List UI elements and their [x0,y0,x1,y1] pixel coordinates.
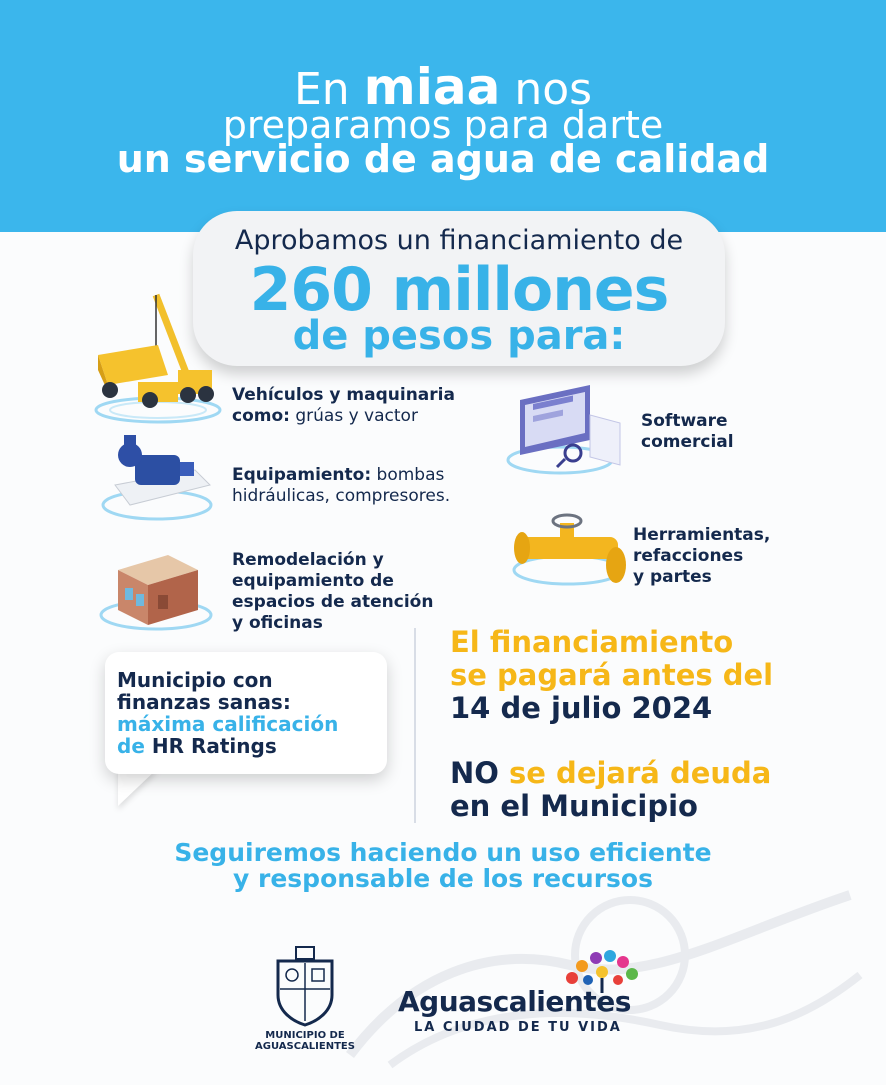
vertical-divider [414,628,416,823]
bubble-line-4: de HR Ratings [117,734,277,758]
bubble-line-2: finanzas sanas: [117,690,291,714]
headline-line-1: En miaa nos [293,58,593,116]
pipe-valve-icon [510,505,628,600]
financing-card [193,211,725,366]
item-tools: Herramientas, refacciones y partes [633,525,771,587]
headline-line-2: preparamos para darte [222,103,664,147]
item-software: Software comercial [641,411,734,452]
city-name: Aguascalientes [398,985,631,1018]
rating-bubble [105,652,387,774]
pump-icon [100,430,215,530]
item-equipment: Equipamiento: bombas hidráulicas, compresores. [232,465,451,506]
financing-purpose: de pesos para: [292,313,626,359]
miaa-brand: miaa [363,58,501,116]
headline-line-3: un servicio de agua de calidad [116,137,770,181]
bubble-line-3: máxima calificación [117,712,339,736]
building-icon [98,540,213,640]
municipio-label: MUNICIPIO DE AGUASCALIENTES [255,1030,355,1052]
truck-crane-icon [88,290,228,425]
financing-amount: 260 millones [249,255,669,325]
city-tagline: LA CIUDAD DE TU VIDA [414,1020,622,1035]
statement-line-1: El financiamiento [450,625,734,659]
software-icon [505,375,630,480]
item-vehicles: Vehículos y maquinaria como: grúas y vactor [232,385,455,426]
statement-line-5: en el Municipio [450,789,698,823]
financing-intro: Aprobamos un financiamiento de [234,225,684,256]
municipio-shield-icon [272,945,338,1027]
item-remodel: Remodelación y equipamiento de espacios de atención y oficinas [232,550,434,633]
footer-line-1: Seguiremos haciendo un uso eficiente [174,838,712,867]
footer-line-2: y responsable de los recursos [233,864,653,893]
header-banner [0,0,886,232]
statement-line-2: se pagará antes del [450,658,774,692]
bubble-line-1: Municipio con [117,668,273,692]
statement-line-4: NO se dejará deuda [450,756,772,790]
statement-date: 14 de julio 2024 [450,691,713,725]
